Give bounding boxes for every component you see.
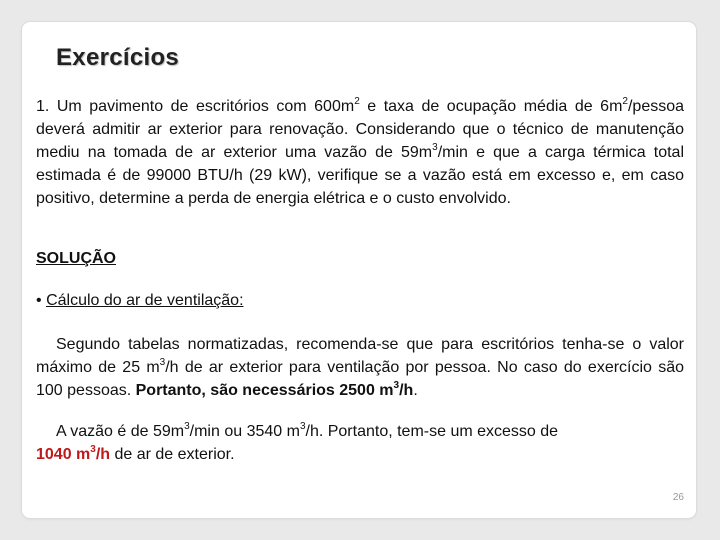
solution-heading: SOLUÇÃO xyxy=(36,250,116,267)
excess-value xyxy=(36,446,110,463)
paragraph-text: . xyxy=(413,382,418,399)
superscript: 3 xyxy=(90,444,96,455)
superscript: 3 xyxy=(393,380,400,391)
superscript: 3 xyxy=(184,421,190,432)
exercise-text: /pessoa deverá admitir ar exterior para renovação. Considerando que o técnico de manutenção mediu na tomada de ar exterior uma vazão de 59m xyxy=(36,98,685,161)
paragraph-text: de ar de exterior. xyxy=(110,446,235,463)
red-text: /h xyxy=(95,446,111,463)
flow-paragraph xyxy=(36,420,684,466)
ventilation-paragraph xyxy=(36,333,684,402)
superscript: 3 xyxy=(299,421,306,432)
paragraph-text: Segundo tabelas normatizadas, recomenda-se que para escritórios tenha-se o valor máximo de 25 m xyxy=(36,336,684,376)
exercise-text: e taxa de ocupação média de 6m xyxy=(359,98,623,115)
bold-conclusion xyxy=(136,382,414,399)
paragraph-text: /min ou 3540 m xyxy=(189,423,300,440)
superscript: 2 xyxy=(622,96,628,107)
bullet-mark: • xyxy=(36,292,42,309)
slide-title: Exercícios xyxy=(56,44,180,71)
exercise-text: /min e que a carga térmica total estimada é de 99000 BTU/h (29 kW), verifique se a vazão está em excesso e, em caso positivo, determine a perda de energia elétrica e o custo envolvido. xyxy=(36,144,684,207)
superscript: 2 xyxy=(354,96,360,107)
paragraph-text: /h de ar exterior para ventilação por pessoa. No caso do exercício são 100 pessoas. xyxy=(36,359,684,399)
bullet-text: Cálculo do ar de ventilação: xyxy=(46,292,244,309)
bullet-item xyxy=(36,289,684,312)
superscript: 3 xyxy=(159,357,166,368)
exercise-statement xyxy=(36,95,684,210)
paragraph-text: /h. Portanto, tem-se um excesso de xyxy=(305,423,559,440)
page-number: 26 xyxy=(672,492,684,503)
paragraph-text: A vazão é de 59m xyxy=(56,423,185,440)
bold-text: /h xyxy=(399,382,414,399)
red-text: 1040 m xyxy=(36,446,91,463)
exercise-number: 1. xyxy=(36,98,50,115)
exercise-text: Um pavimento de escritórios com 600m xyxy=(49,98,355,115)
bold-text: Portanto, são necessários 2500 m xyxy=(135,382,394,399)
superscript: 3 xyxy=(432,142,438,153)
